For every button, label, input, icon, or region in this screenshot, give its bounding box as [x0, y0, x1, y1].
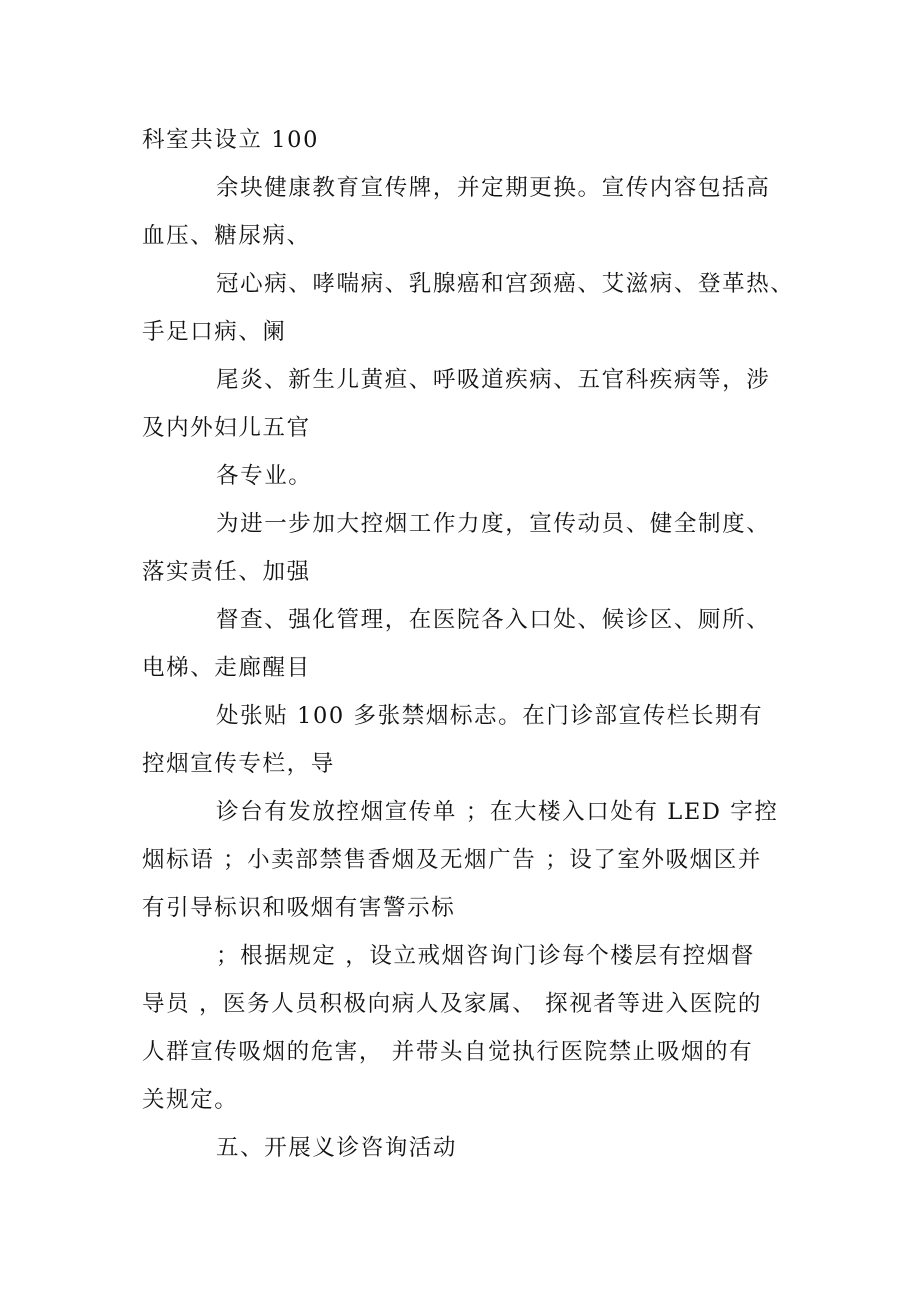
text-line: ；根据规定 ，设立戒烟咨询门诊每个楼层有控烟督 — [216, 943, 755, 969]
text-line: 落实责任、加强 — [142, 559, 311, 585]
text-line: 烟标语 ；小卖部禁售香烟及无烟广告 ；设了室外吸烟区并 — [142, 847, 763, 873]
text-line: 及内外妇儿五官 — [142, 415, 311, 441]
text-line: 冠心病、哮喘病、乳腺癌和宫颈癌、艾滋病、登革热、 — [216, 271, 795, 297]
text-line: 血压、糖尿病、 — [142, 223, 311, 249]
text-line: 诊台有发放控烟宣传单 ；在大楼入口处有 LED 字控 — [216, 799, 779, 825]
text-line: 督查、强化管理，在医院各入口处、候诊区、厕所、 — [216, 607, 771, 633]
text-line: 各专业。 — [216, 463, 313, 489]
text-line: 电梯、走廊醒目 — [142, 655, 311, 681]
text-line: 关规定。 — [142, 1087, 239, 1113]
text-line: 有引导标识和吸烟有害警示标 — [142, 895, 456, 921]
text-line: 科室共设立 100 — [142, 127, 319, 153]
section-heading: 五、开展义诊咨询活动 — [216, 1135, 458, 1161]
text-line: 处张贴 100 多张禁烟标志。在门诊部宣传栏长期有 — [216, 703, 764, 729]
text-line: 控烟宣传专栏，导 — [142, 751, 335, 777]
text-line: 人群宣传吸烟的危害， 并带头自觉执行医院禁止吸烟的有 — [142, 1039, 754, 1065]
text-line: 导员 ，医务人员积极向病人及家属、 探视者等进入医院的 — [142, 991, 763, 1017]
text-line: 为进一步加大控烟工作力度，宣传动员、健全制度、 — [216, 511, 771, 537]
document-body — [142, 116, 795, 1172]
text-line: 尾炎、新生儿黄疸、呼吸道疾病、五官科疾病等，涉 — [216, 367, 771, 393]
text-line: 手足口病、阑 — [142, 319, 287, 345]
text-line: 余块健康教育宣传牌，并定期更换。宣传内容包括高 — [216, 175, 771, 201]
